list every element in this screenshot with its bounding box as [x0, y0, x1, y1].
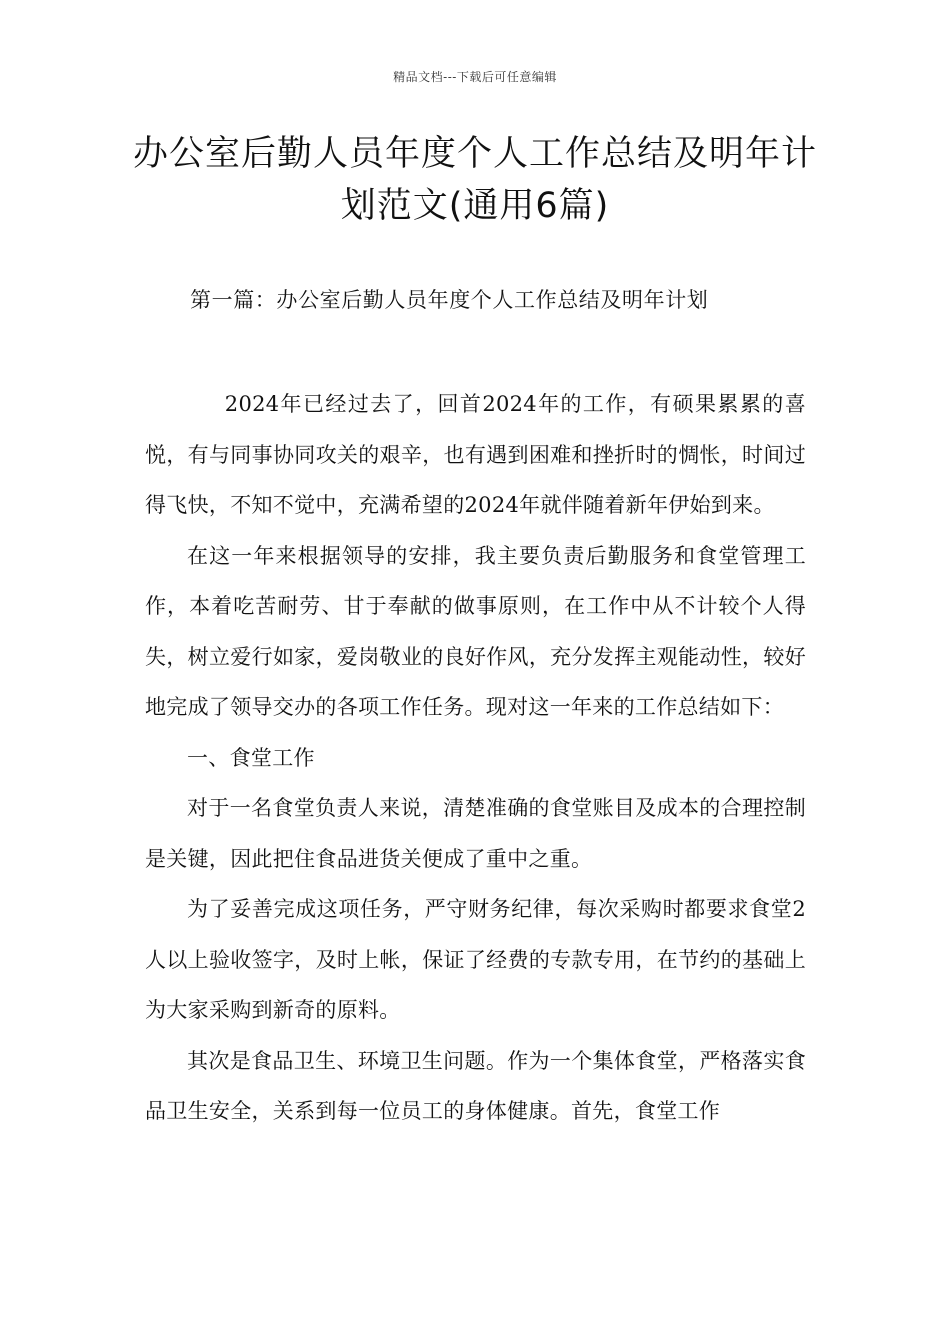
paragraph: 其次是食品卫生、环境卫生问题。作为一个集体食堂，严格落实食品卫生安全，关系到每一位员工的身体健康。首先，食堂工作 — [145, 1048, 806, 1123]
document-title: 办公室后勤人员年度个人工作总结及明年计划范文(通用6篇) — [132, 134, 817, 226]
header-note: 精品文档---下载后可任意编辑 — [393, 70, 557, 84]
paragraph: 对于一名食堂负责人来说，清楚准确的食堂账目及成本的合理控制是关键，因此把住食品进货关便成了重中之重。 — [145, 796, 806, 871]
document-body — [145, 379, 806, 1137]
paragraph: 在这一年来根据领导的安排，我主要负责后勤服务和食堂管理工作，本着吃苦耐劳、甘于奉献的做事原则，在工作中从不计较个人得失，树立爱行如家，爱岗敬业的良好作风，充分发挥主观能动性，较好地完成了领导交办的各项工作任务。现对这一年来的工作总结如下： — [145, 543, 806, 719]
paragraph: 为了妥善完成这项任务，严守财务纪律，每次采购时都要求食堂2人以上验收签字，及时上帐，保证了经费的专款专用，在节约的基础上为大家采购到新奇的原料。 — [145, 897, 806, 1022]
subsection-heading: 一、食堂工作 — [187, 745, 315, 770]
section-heading: 第一篇：办公室后勤人员年度个人工作总结及明年计划 — [190, 288, 709, 312]
paragraph: 2024年已经过去了，回首2024年的工作，有硕果累累的喜悦，有与同事协同攻关的艰辛，也有遇到困难和挫折时的惆怅，时间过得飞快，不知不觉中，充满希望的2024年就伴随着新年伊始到来。 — [145, 392, 806, 517]
